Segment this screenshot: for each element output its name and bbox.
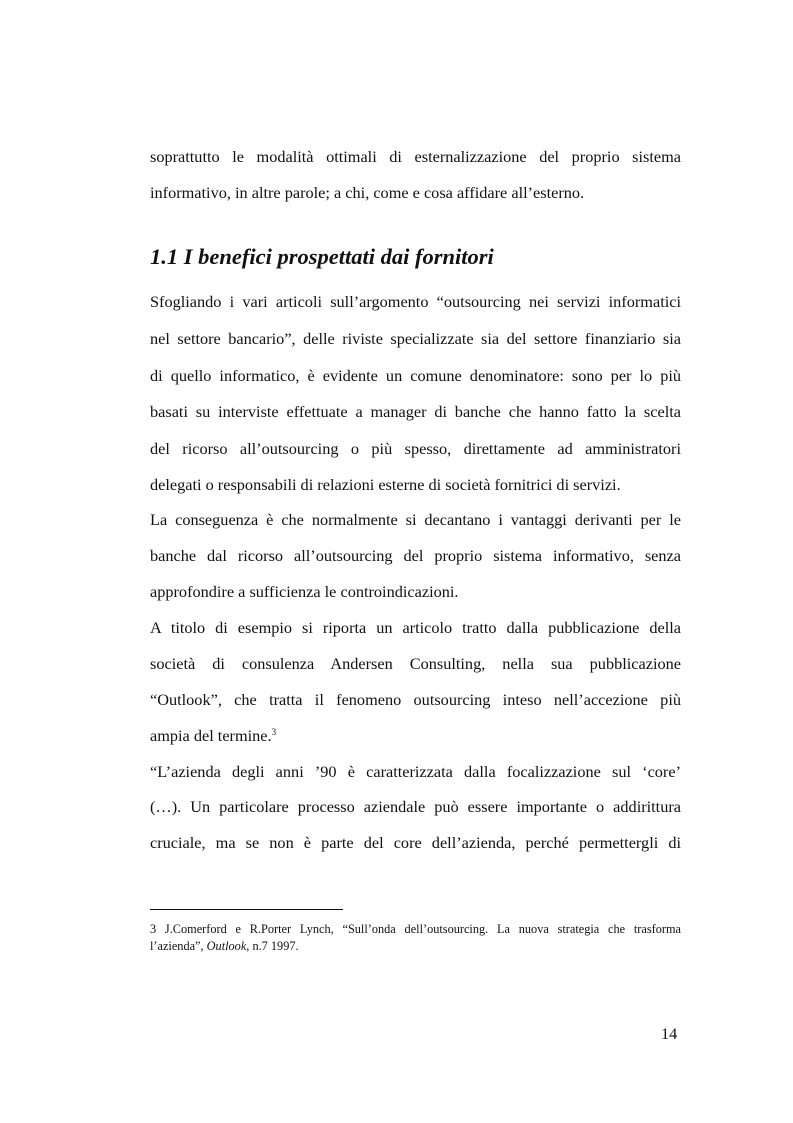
body-line: società di consulenza Andersen Consulting, nella sua pubblicazione — [150, 654, 681, 673]
page-number: 14 — [661, 1024, 678, 1043]
body-line: di quello informatico, è evidente un comune denominatore: sono per lo più — [150, 366, 681, 385]
body-line: (…). Un particolare processo aziendale può essere importante o addirittura — [150, 797, 681, 816]
footnote-line — [150, 939, 681, 954]
body-line: approfondire a sufficienza le controindicazioni. — [150, 582, 459, 601]
section-heading: 1.1 I benefici prospettati dai fornitori — [150, 244, 494, 269]
body-line: delegati o responsabili di relazioni esterne di società fornitrici di servizi. — [150, 475, 621, 494]
body-line: basati su interviste effettuate a manager di banche che hanno fatto la scelta — [150, 402, 681, 421]
body-line: banche dal ricorso all’outsourcing del proprio sistema informativo, senza — [150, 546, 681, 565]
footnote-reference[interactable]: 3 — [271, 727, 277, 737]
body-line: informativo, in altre parole; a chi, come e cosa affidare all’esterno. — [150, 183, 585, 202]
body-line: “L’azienda degli anni ’90 è caratterizzata dalla focalizzazione sul ‘core’ — [150, 762, 681, 781]
body-line: soprattutto le modalità ottimali di esternalizzazione del proprio sistema — [150, 147, 681, 166]
footnote-text: , n.7 1997. — [246, 939, 299, 953]
footnote-source-title: Outlook — [206, 939, 247, 953]
body-line: cruciale, ma se non è parte del core dell’azienda, perché permettergli di — [150, 833, 681, 852]
body-line: La conseguenza è che normalmente si decantano i vantaggi derivanti per le — [150, 510, 681, 529]
body-line: Sfogliando i vari articoli sull’argomento “outsourcing nei servizi informatici — [150, 292, 681, 311]
body-line: “Outlook”, che tratta il fenomeno outsourcing inteso nell’accezione più — [150, 690, 681, 709]
body-line: del ricorso all’outsourcing o più spesso, direttamente ad amministratori — [150, 439, 681, 458]
body-line: nel settore bancario”, delle riviste specializzate sia del settore finanziario sia — [150, 329, 681, 348]
footnote-separator — [150, 909, 343, 910]
body-line: A titolo di esempio si riporta un articolo tratto dalla pubblicazione della — [150, 618, 681, 637]
footnote-line: 3 J.Comerford e R.Porter Lynch, “Sull’onda dell’outsourcing. La nuova strategia che trasforma — [150, 922, 681, 936]
body-line — [150, 726, 681, 746]
footnote-text: l’azienda”, — [150, 939, 207, 953]
body-text: ampia del termine. — [150, 726, 272, 745]
